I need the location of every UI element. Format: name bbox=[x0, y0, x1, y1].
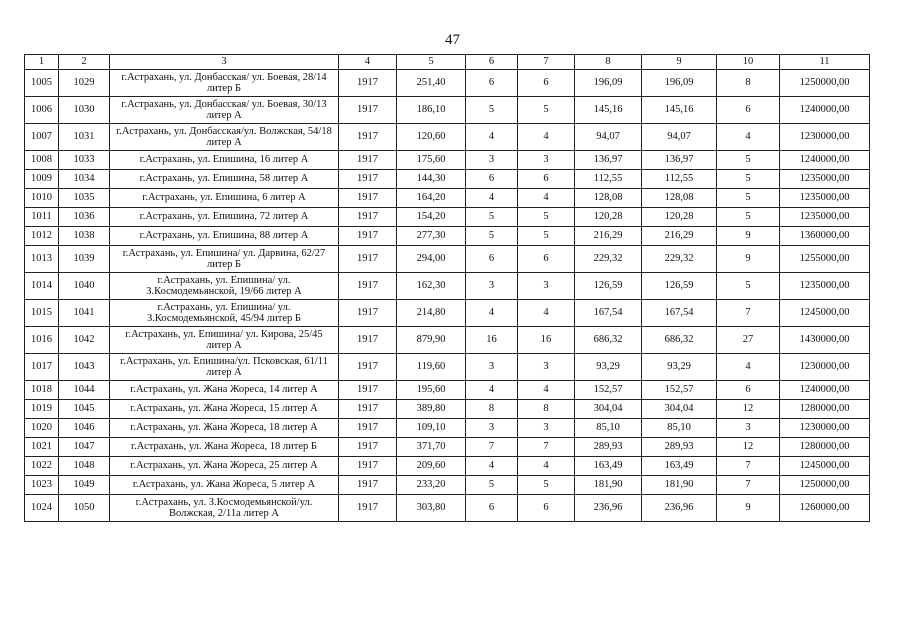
cell-address: г.Астрахань, ул. Донбасская/ул. Волжская, 54/18 литер А bbox=[110, 124, 339, 151]
cell-area: 109,10 bbox=[397, 419, 466, 438]
cell-index: 1012 bbox=[25, 227, 59, 246]
cell-col10: 7 bbox=[717, 300, 780, 327]
cell-year: 1917 bbox=[339, 70, 397, 97]
column-header: 3 bbox=[110, 55, 339, 70]
cell-index: 1023 bbox=[25, 476, 59, 495]
cell-col9: 93,29 bbox=[642, 354, 717, 381]
cell-col7: 4 bbox=[518, 189, 575, 208]
cell-index: 1018 bbox=[25, 381, 59, 400]
cell-number: 1036 bbox=[59, 208, 110, 227]
cell-col7: 5 bbox=[518, 227, 575, 246]
cell-year: 1917 bbox=[339, 124, 397, 151]
cell-address: г.Астрахань, ул. Жана Жореса, 25 литер А bbox=[110, 457, 339, 476]
cell-index: 1007 bbox=[25, 124, 59, 151]
cell-col10: 9 bbox=[717, 227, 780, 246]
cell-col6: 5 bbox=[466, 97, 518, 124]
cell-col7: 6 bbox=[518, 246, 575, 273]
cell-number: 1048 bbox=[59, 457, 110, 476]
table-row bbox=[25, 151, 870, 170]
cell-index: 1016 bbox=[25, 327, 59, 354]
cell-address: г.Астрахань, ул. Епишина/ ул. Кирова, 25/45 литер А bbox=[110, 327, 339, 354]
cell-col10: 7 bbox=[717, 476, 780, 495]
table-row bbox=[25, 476, 870, 495]
cell-col8: 94,07 bbox=[575, 124, 642, 151]
cell-col8: 120,28 bbox=[575, 208, 642, 227]
cell-number: 1038 bbox=[59, 227, 110, 246]
cell-number: 1040 bbox=[59, 273, 110, 300]
cell-number: 1041 bbox=[59, 300, 110, 327]
cell-col10: 8 bbox=[717, 70, 780, 97]
cell-address: г.Астрахань, ул. Епишина, 58 литер А bbox=[110, 170, 339, 189]
cell-year: 1917 bbox=[339, 170, 397, 189]
cell-area: 214,80 bbox=[397, 300, 466, 327]
cell-col6: 4 bbox=[466, 300, 518, 327]
cell-address: г.Астрахань, ул. Епишина, 72 литер А bbox=[110, 208, 339, 227]
cell-col10: 12 bbox=[717, 400, 780, 419]
cell-col9: 152,57 bbox=[642, 381, 717, 400]
cell-year: 1917 bbox=[339, 400, 397, 419]
cell-col8: 181,90 bbox=[575, 476, 642, 495]
cell-col7: 3 bbox=[518, 419, 575, 438]
cell-col6: 6 bbox=[466, 170, 518, 189]
cell-year: 1917 bbox=[339, 495, 397, 522]
cell-number: 1044 bbox=[59, 381, 110, 400]
column-header: 4 bbox=[339, 55, 397, 70]
cell-area: 162,30 bbox=[397, 273, 466, 300]
cell-col9: 229,32 bbox=[642, 246, 717, 273]
cell-area: 233,20 bbox=[397, 476, 466, 495]
cell-col8: 128,08 bbox=[575, 189, 642, 208]
cell-price: 1430000,00 bbox=[780, 327, 870, 354]
cell-index: 1019 bbox=[25, 400, 59, 419]
cell-col9: 167,54 bbox=[642, 300, 717, 327]
cell-address: г.Астрахань, ул. Епишина/ ул. Дарвина, 62/27 литер Б bbox=[110, 246, 339, 273]
cell-address: г.Астрахань, ул. З.Космодемьянской/ул. Волжская, 2/11а литер А bbox=[110, 495, 339, 522]
cell-index: 1021 bbox=[25, 438, 59, 457]
cell-area: 120,60 bbox=[397, 124, 466, 151]
cell-col8: 93,29 bbox=[575, 354, 642, 381]
cell-col7: 4 bbox=[518, 381, 575, 400]
cell-col7: 6 bbox=[518, 70, 575, 97]
table-row bbox=[25, 327, 870, 354]
cell-col7: 4 bbox=[518, 457, 575, 476]
cell-col8: 145,16 bbox=[575, 97, 642, 124]
cell-number: 1033 bbox=[59, 151, 110, 170]
cell-col6: 3 bbox=[466, 151, 518, 170]
cell-col6: 3 bbox=[466, 419, 518, 438]
cell-col9: 112,55 bbox=[642, 170, 717, 189]
cell-price: 1245000,00 bbox=[780, 457, 870, 476]
cell-col10: 4 bbox=[717, 354, 780, 381]
cell-price: 1240000,00 bbox=[780, 381, 870, 400]
table-row bbox=[25, 354, 870, 381]
cell-col10: 6 bbox=[717, 97, 780, 124]
table-body bbox=[25, 70, 870, 522]
cell-col7: 4 bbox=[518, 300, 575, 327]
cell-index: 1013 bbox=[25, 246, 59, 273]
cell-price: 1230000,00 bbox=[780, 419, 870, 438]
cell-col9: 196,09 bbox=[642, 70, 717, 97]
cell-index: 1010 bbox=[25, 189, 59, 208]
cell-col9: 181,90 bbox=[642, 476, 717, 495]
cell-area: 879,90 bbox=[397, 327, 466, 354]
cell-year: 1917 bbox=[339, 354, 397, 381]
header-row bbox=[25, 55, 870, 70]
cell-price: 1255000,00 bbox=[780, 246, 870, 273]
cell-number: 1049 bbox=[59, 476, 110, 495]
cell-number: 1046 bbox=[59, 419, 110, 438]
cell-col10: 5 bbox=[717, 273, 780, 300]
cell-area: 186,10 bbox=[397, 97, 466, 124]
cell-index: 1014 bbox=[25, 273, 59, 300]
cell-address: г.Астрахань, ул. Епишина, 6 литер А bbox=[110, 189, 339, 208]
cell-col8: 163,49 bbox=[575, 457, 642, 476]
table-row bbox=[25, 438, 870, 457]
cell-address: г.Астрахань, ул. Епишина/ ул. З.Космодемьянской, 45/94 литер Б bbox=[110, 300, 339, 327]
cell-col10: 27 bbox=[717, 327, 780, 354]
cell-col6: 6 bbox=[466, 70, 518, 97]
cell-col10: 12 bbox=[717, 438, 780, 457]
cell-number: 1050 bbox=[59, 495, 110, 522]
cell-col10: 5 bbox=[717, 189, 780, 208]
table-row bbox=[25, 70, 870, 97]
cell-number: 1031 bbox=[59, 124, 110, 151]
cell-address: г.Астрахань, ул. Донбасская/ ул. Боевая, 30/13 литер А bbox=[110, 97, 339, 124]
cell-year: 1917 bbox=[339, 97, 397, 124]
cell-col10: 9 bbox=[717, 246, 780, 273]
cell-area: 175,60 bbox=[397, 151, 466, 170]
cell-col8: 236,96 bbox=[575, 495, 642, 522]
cell-number: 1034 bbox=[59, 170, 110, 189]
table-row bbox=[25, 495, 870, 522]
cell-col8: 229,32 bbox=[575, 246, 642, 273]
column-header: 8 bbox=[575, 55, 642, 70]
cell-year: 1917 bbox=[339, 246, 397, 273]
cell-col10: 4 bbox=[717, 124, 780, 151]
cell-col9: 236,96 bbox=[642, 495, 717, 522]
cell-col8: 112,55 bbox=[575, 170, 642, 189]
cell-col6: 16 bbox=[466, 327, 518, 354]
cell-price: 1240000,00 bbox=[780, 151, 870, 170]
cell-col9: 85,10 bbox=[642, 419, 717, 438]
cell-col9: 126,59 bbox=[642, 273, 717, 300]
cell-year: 1917 bbox=[339, 208, 397, 227]
column-header: 2 bbox=[59, 55, 110, 70]
column-header: 6 bbox=[466, 55, 518, 70]
cell-address: г.Астрахань, ул. Жана Жореса, 15 литер А bbox=[110, 400, 339, 419]
cell-col7: 3 bbox=[518, 151, 575, 170]
cell-col7: 3 bbox=[518, 273, 575, 300]
table-row bbox=[25, 273, 870, 300]
cell-number: 1030 bbox=[59, 97, 110, 124]
cell-col7: 16 bbox=[518, 327, 575, 354]
cell-col7: 8 bbox=[518, 400, 575, 419]
cell-col7: 7 bbox=[518, 438, 575, 457]
cell-area: 251,40 bbox=[397, 70, 466, 97]
cell-index: 1024 bbox=[25, 495, 59, 522]
cell-address: г.Астрахань, ул. Епишина/ул. Псковская, 61/11 литер А bbox=[110, 354, 339, 381]
cell-price: 1360000,00 bbox=[780, 227, 870, 246]
cell-col10: 7 bbox=[717, 457, 780, 476]
cell-col6: 6 bbox=[466, 246, 518, 273]
cell-number: 1047 bbox=[59, 438, 110, 457]
cell-price: 1235000,00 bbox=[780, 189, 870, 208]
cell-col9: 163,49 bbox=[642, 457, 717, 476]
cell-area: 195,60 bbox=[397, 381, 466, 400]
cell-col6: 4 bbox=[466, 381, 518, 400]
cell-area: 209,60 bbox=[397, 457, 466, 476]
cell-address: г.Астрахань, ул. Жана Жореса, 14 литер А bbox=[110, 381, 339, 400]
cell-area: 277,30 bbox=[397, 227, 466, 246]
column-header: 5 bbox=[397, 55, 466, 70]
cell-col8: 686,32 bbox=[575, 327, 642, 354]
cell-number: 1043 bbox=[59, 354, 110, 381]
cell-col8: 126,59 bbox=[575, 273, 642, 300]
cell-index: 1015 bbox=[25, 300, 59, 327]
cell-year: 1917 bbox=[339, 300, 397, 327]
cell-index: 1011 bbox=[25, 208, 59, 227]
cell-col9: 145,16 bbox=[642, 97, 717, 124]
cell-price: 1235000,00 bbox=[780, 273, 870, 300]
cell-index: 1017 bbox=[25, 354, 59, 381]
table-row bbox=[25, 208, 870, 227]
cell-price: 1250000,00 bbox=[780, 70, 870, 97]
cell-address: г.Астрахань, ул. Епишина, 16 литер А bbox=[110, 151, 339, 170]
cell-index: 1008 bbox=[25, 151, 59, 170]
cell-col6: 5 bbox=[466, 476, 518, 495]
cell-index: 1006 bbox=[25, 97, 59, 124]
cell-area: 154,20 bbox=[397, 208, 466, 227]
cell-price: 1280000,00 bbox=[780, 438, 870, 457]
cell-number: 1042 bbox=[59, 327, 110, 354]
cell-col9: 120,28 bbox=[642, 208, 717, 227]
cell-year: 1917 bbox=[339, 273, 397, 300]
table-row bbox=[25, 97, 870, 124]
cell-col8: 167,54 bbox=[575, 300, 642, 327]
cell-col10: 5 bbox=[717, 151, 780, 170]
cell-col7: 6 bbox=[518, 170, 575, 189]
cell-year: 1917 bbox=[339, 151, 397, 170]
cell-price: 1260000,00 bbox=[780, 495, 870, 522]
column-header: 10 bbox=[717, 55, 780, 70]
table-row bbox=[25, 381, 870, 400]
cell-col6: 3 bbox=[466, 354, 518, 381]
cell-col8: 304,04 bbox=[575, 400, 642, 419]
cell-year: 1917 bbox=[339, 476, 397, 495]
cell-col10: 9 bbox=[717, 495, 780, 522]
cell-area: 303,80 bbox=[397, 495, 466, 522]
column-header: 11 bbox=[780, 55, 870, 70]
cell-index: 1020 bbox=[25, 419, 59, 438]
cell-col6: 4 bbox=[466, 124, 518, 151]
cell-col6: 7 bbox=[466, 438, 518, 457]
table-row bbox=[25, 419, 870, 438]
page-number: 47 bbox=[445, 32, 460, 48]
cell-year: 1917 bbox=[339, 438, 397, 457]
cell-year: 1917 bbox=[339, 457, 397, 476]
cell-number: 1045 bbox=[59, 400, 110, 419]
cell-index: 1022 bbox=[25, 457, 59, 476]
cell-col6: 8 bbox=[466, 400, 518, 419]
cell-col9: 94,07 bbox=[642, 124, 717, 151]
cell-address: г.Астрахань, ул. Жана Жореса, 18 литер А bbox=[110, 419, 339, 438]
table-row bbox=[25, 170, 870, 189]
cell-year: 1917 bbox=[339, 227, 397, 246]
cell-col6: 3 bbox=[466, 273, 518, 300]
cell-area: 389,80 bbox=[397, 400, 466, 419]
cell-price: 1230000,00 bbox=[780, 124, 870, 151]
cell-col10: 5 bbox=[717, 170, 780, 189]
cell-price: 1235000,00 bbox=[780, 208, 870, 227]
cell-address: г.Астрахань, ул. Жана Жореса, 18 литер Б bbox=[110, 438, 339, 457]
cell-area: 119,60 bbox=[397, 354, 466, 381]
column-header: 7 bbox=[518, 55, 575, 70]
cell-col6: 4 bbox=[466, 457, 518, 476]
cell-price: 1240000,00 bbox=[780, 97, 870, 124]
table-row bbox=[25, 227, 870, 246]
cell-price: 1250000,00 bbox=[780, 476, 870, 495]
cell-area: 144,30 bbox=[397, 170, 466, 189]
cell-col6: 4 bbox=[466, 189, 518, 208]
cell-index: 1009 bbox=[25, 170, 59, 189]
cell-col9: 128,08 bbox=[642, 189, 717, 208]
table-row bbox=[25, 457, 870, 476]
cell-col9: 216,29 bbox=[642, 227, 717, 246]
cell-year: 1917 bbox=[339, 381, 397, 400]
cell-address: г.Астрахань, ул. Донбасская/ ул. Боевая, 28/14 литер Б bbox=[110, 70, 339, 97]
cell-col7: 4 bbox=[518, 124, 575, 151]
cell-col8: 85,10 bbox=[575, 419, 642, 438]
cell-col9: 136,97 bbox=[642, 151, 717, 170]
cell-price: 1280000,00 bbox=[780, 400, 870, 419]
cell-price: 1230000,00 bbox=[780, 354, 870, 381]
cell-col7: 5 bbox=[518, 97, 575, 124]
cell-col10: 3 bbox=[717, 419, 780, 438]
cell-index: 1005 bbox=[25, 70, 59, 97]
cell-col8: 289,93 bbox=[575, 438, 642, 457]
cell-col6: 5 bbox=[466, 227, 518, 246]
table-row bbox=[25, 189, 870, 208]
column-header: 1 bbox=[25, 55, 59, 70]
cell-col9: 304,04 bbox=[642, 400, 717, 419]
cell-col6: 5 bbox=[466, 208, 518, 227]
cell-address: г.Астрахань, ул. Жана Жореса, 5 литер А bbox=[110, 476, 339, 495]
cell-area: 164,20 bbox=[397, 189, 466, 208]
cell-col10: 5 bbox=[717, 208, 780, 227]
cell-price: 1235000,00 bbox=[780, 170, 870, 189]
cell-col7: 6 bbox=[518, 495, 575, 522]
table-header bbox=[25, 55, 870, 70]
cell-col9: 686,32 bbox=[642, 327, 717, 354]
table-row bbox=[25, 246, 870, 273]
cell-col9: 289,93 bbox=[642, 438, 717, 457]
table-row bbox=[25, 124, 870, 151]
table-row bbox=[25, 300, 870, 327]
cell-area: 371,70 bbox=[397, 438, 466, 457]
cell-number: 1039 bbox=[59, 246, 110, 273]
cell-number: 1029 bbox=[59, 70, 110, 97]
property-table bbox=[24, 54, 870, 522]
cell-year: 1917 bbox=[339, 327, 397, 354]
cell-year: 1917 bbox=[339, 189, 397, 208]
cell-area: 294,00 bbox=[397, 246, 466, 273]
cell-year: 1917 bbox=[339, 419, 397, 438]
cell-col7: 5 bbox=[518, 476, 575, 495]
cell-col8: 196,09 bbox=[575, 70, 642, 97]
cell-address: г.Астрахань, ул. Епишина/ ул. З.Космодемьянской, 19/66 литер А bbox=[110, 273, 339, 300]
cell-col6: 6 bbox=[466, 495, 518, 522]
table-row bbox=[25, 400, 870, 419]
column-header: 9 bbox=[642, 55, 717, 70]
cell-number: 1035 bbox=[59, 189, 110, 208]
cell-address: г.Астрахань, ул. Епишина, 88 литер А bbox=[110, 227, 339, 246]
cell-col7: 5 bbox=[518, 208, 575, 227]
cell-price: 1245000,00 bbox=[780, 300, 870, 327]
cell-col8: 216,29 bbox=[575, 227, 642, 246]
cell-col7: 3 bbox=[518, 354, 575, 381]
cell-col10: 6 bbox=[717, 381, 780, 400]
cell-col8: 136,97 bbox=[575, 151, 642, 170]
cell-col8: 152,57 bbox=[575, 381, 642, 400]
